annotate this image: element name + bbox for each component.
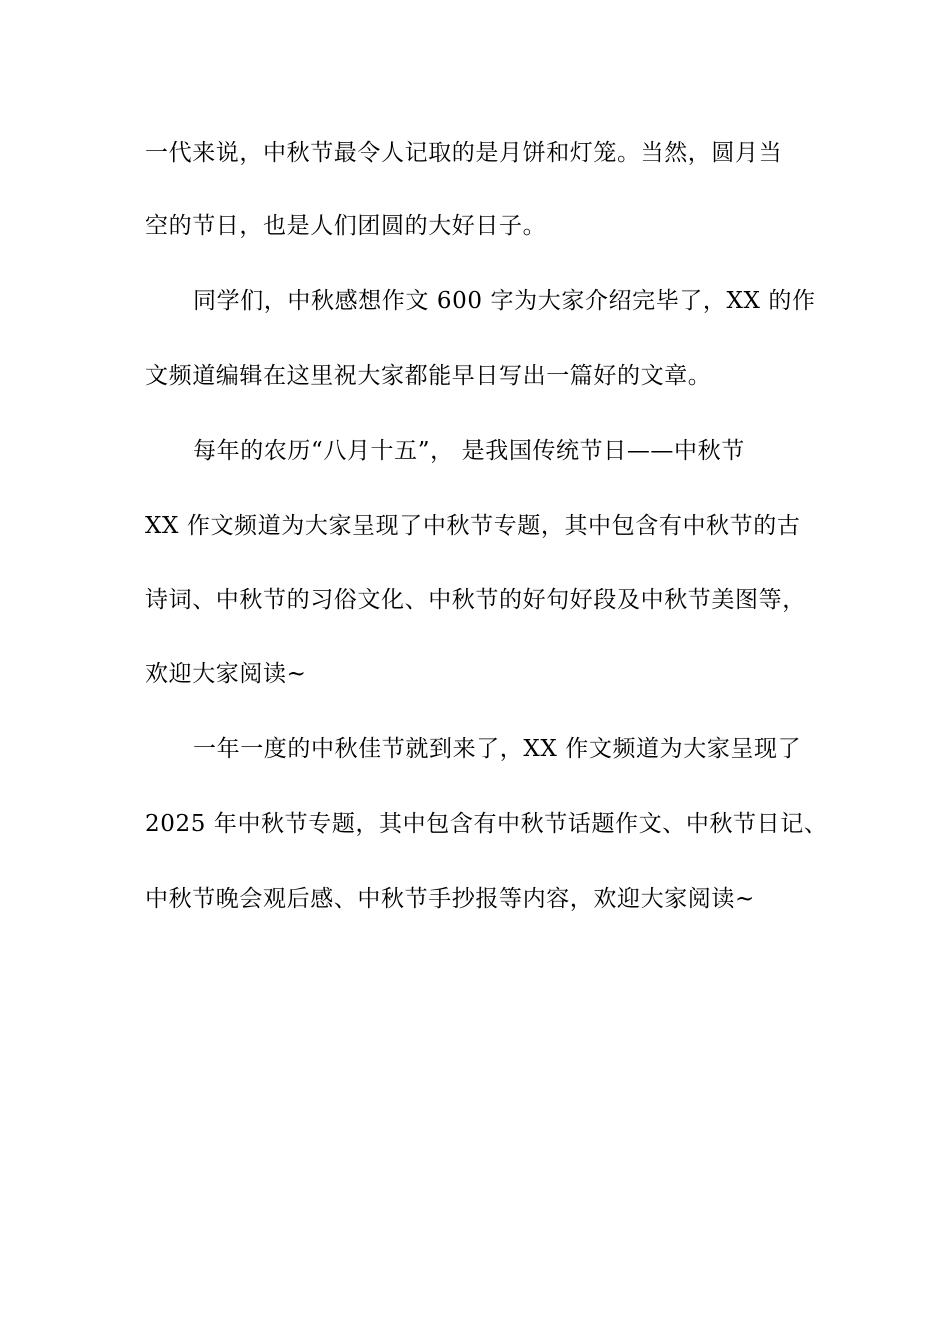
- paragraph-4-line-3: 中秋节晚会观后感、中秋节手抄报等内容，欢迎大家阅读~: [145, 886, 755, 912]
- paragraph-3-line-2: XX 作文频道为大家呈现了中秋节专题，其中包含有中秋节的古: [145, 513, 801, 539]
- paragraph-3-line-3: 诗词、中秋节的习俗文化、中秋节的好句好段及中秋节美图等，: [145, 587, 806, 613]
- paragraph-3-line-4: 欢迎大家阅读~: [145, 661, 307, 687]
- paragraph-2-line-2: 文频道编辑在这里祝大家都能早日写出一篇好的文章。: [145, 363, 712, 389]
- paragraph-4-line-1: 一年一度的中秋佳节就到来了，XX 作文频道为大家呈现了: [193, 736, 802, 762]
- paragraph-1-line-2: 空的节日，也是人们团圆的大好日子。: [145, 213, 547, 239]
- paragraph-1-line-1: 一代来说，中秋节最令人记取的是月饼和灯笼。当然，圆月当: [145, 140, 783, 166]
- paragraph-2-line-1: 同学们，中秋感想作文 600 字为大家介绍完毕了，XX 的作: [193, 288, 816, 314]
- paragraph-3-line-1: 每年的农历“八月十五”， 是我国传统节日——中秋节: [193, 438, 745, 464]
- paragraph-4-line-2: 2025 年中秋节专题，其中包含有中秋节话题作文、中秋节日记、: [145, 811, 828, 837]
